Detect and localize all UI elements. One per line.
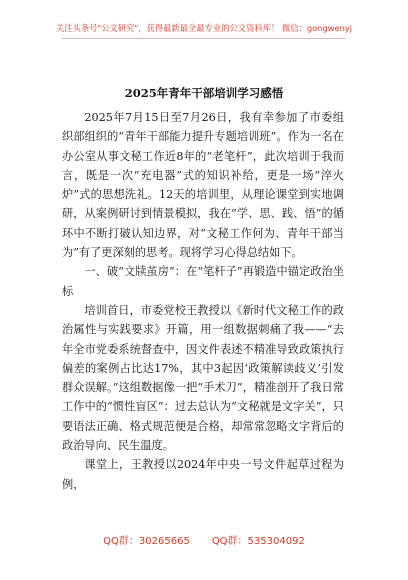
footer-qq-group-2: QQ群：535304092 bbox=[211, 536, 305, 547]
top-banner: 关注头条号"公文研究"，获得最新最全最专业的公文资料库！ 微信：gongwenyj bbox=[55, 23, 353, 33]
footer-qq-group-1: QQ群：30265665 bbox=[103, 536, 190, 547]
document-title: 2025年青年干部培训学习感悟 bbox=[124, 86, 284, 100]
document-body bbox=[62, 108, 344, 494]
section-heading-1: 一、破“文牍茧房”：在“笔杆子”再锻造中锚定政治坐标 bbox=[62, 265, 344, 298]
header-divider bbox=[62, 38, 346, 39]
paragraph-classroom: 课堂上，王教授以2024年中央一号文件起草过程为例， bbox=[62, 458, 344, 491]
paragraph-intro: 2025年7月15日至7月26日，我有幸参加了市委组织部组织的“青年干部能力提升专题培训班”。作为一名在办公室从事文秘工作近8年的“老笔杆”，此次培训于我而言，既是一次“充电器”式的知识补给，更是一场“淬火炉”式的思想洗礼。12天的培训里，从理论课堂到实地调研，从案例研讨到情景模拟，我在“学、思、践、悟”的循环中不断打破认知边界，对“文秘工作何为、青年干部当为”有了更深刻的思考。现将学习心得总结如下。 bbox=[62, 111, 344, 260]
paragraph-training-day-one: 培训首日，市委党校王教授以《新时代文秘工作的政治属性与实践要求》开篇，用一组数据刺痛了我——“去年全市党委系统督查中，因文件表述不精准导致政策执行偏差的案例占比达17%，其中3起因‘政策解读歧义’引发群众误解。”这组数据像一把“手术刀”，精准剖开了我日常工作中的“惯性盲区”：过去总认为“文秘就是文字关”，只要语法正确、格式规范便是合格，却常常忽略文字背后的政治导向、民生温度。 bbox=[62, 303, 344, 453]
footer-contacts bbox=[0, 532, 408, 547]
